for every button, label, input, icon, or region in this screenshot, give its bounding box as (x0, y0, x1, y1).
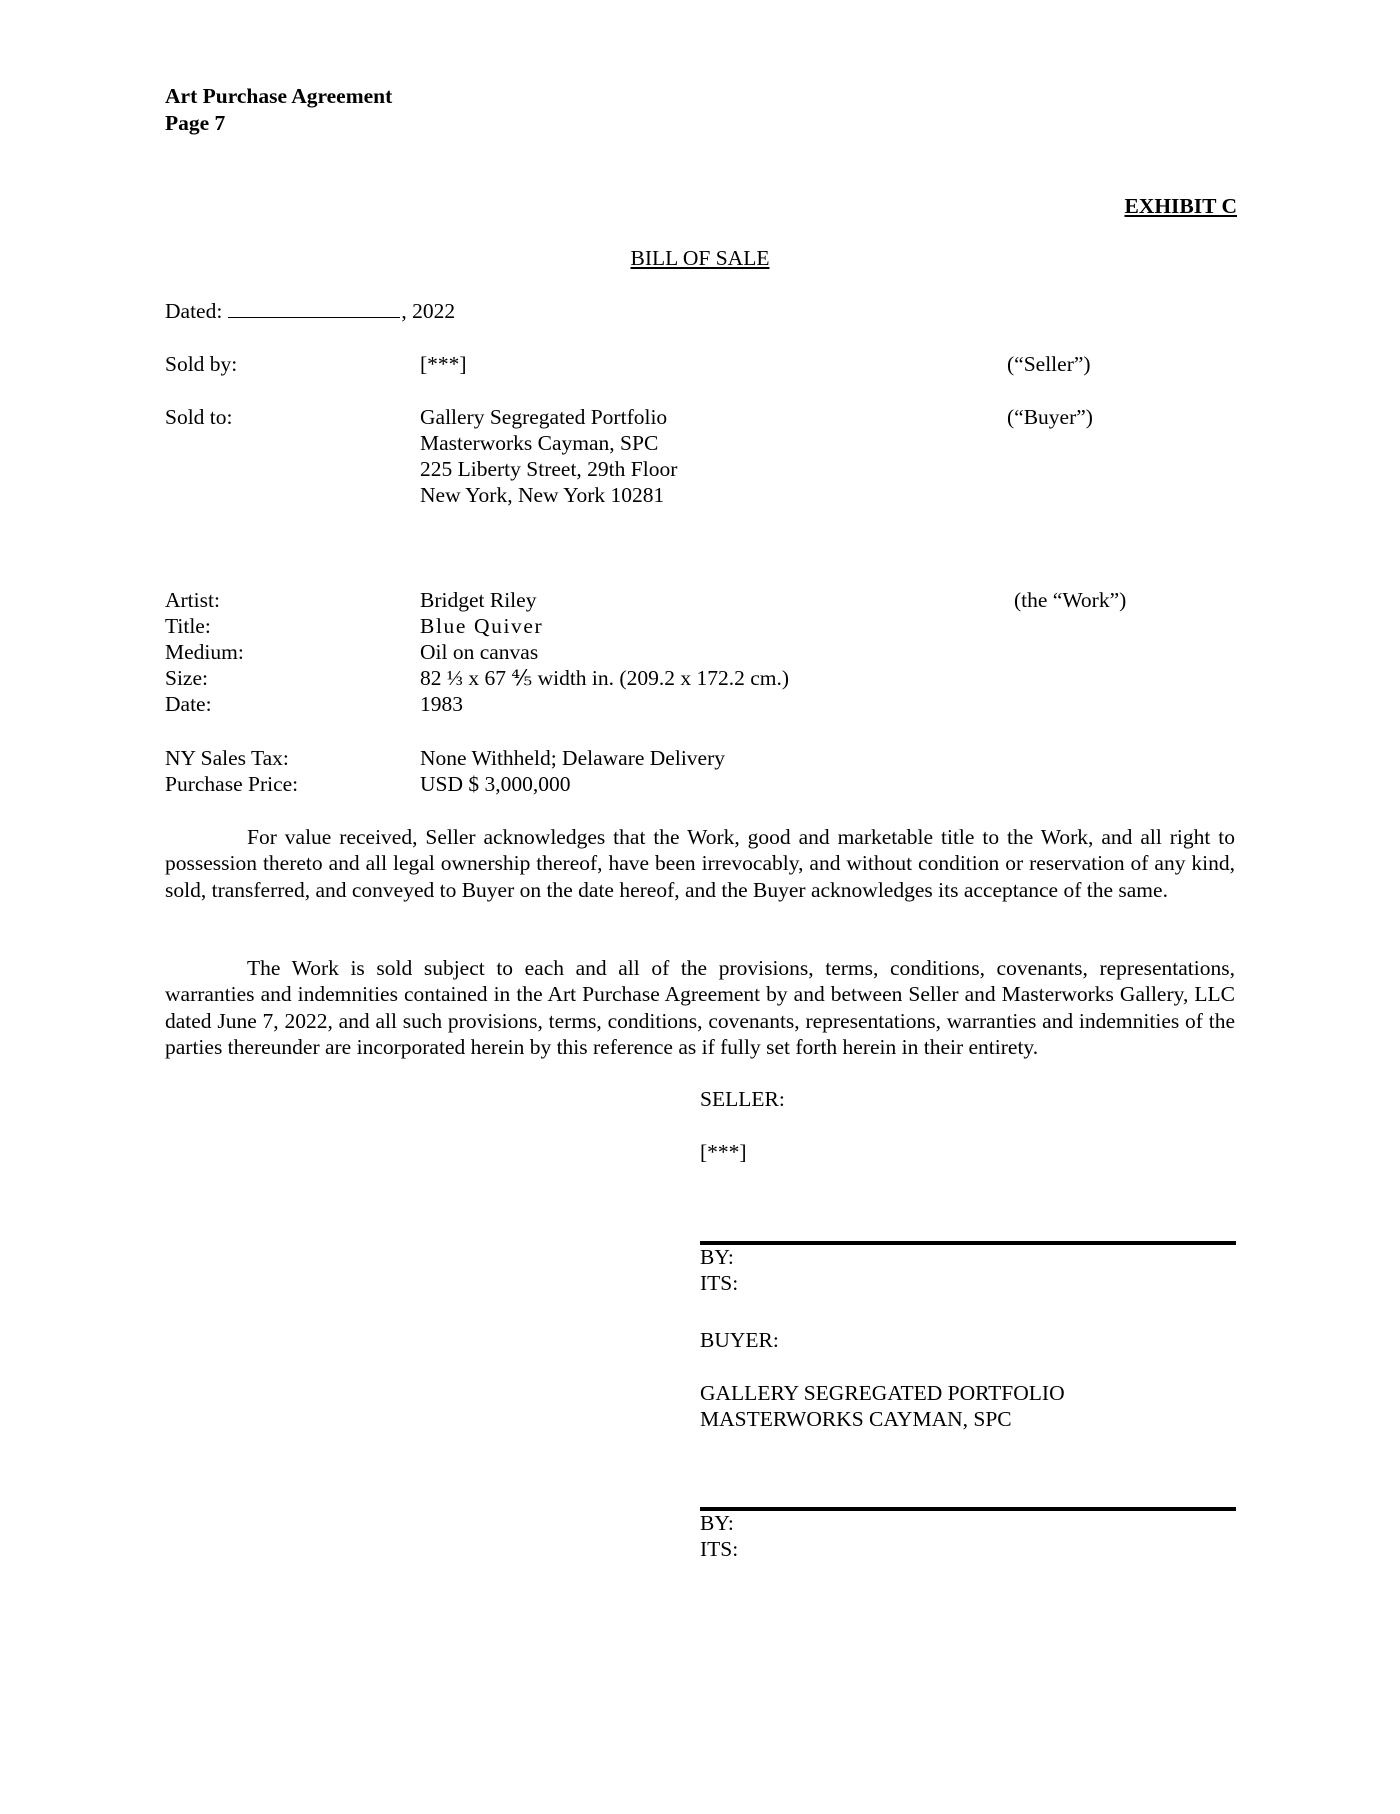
dated-blank (228, 299, 400, 318)
date-label: Date: (165, 692, 212, 716)
seller-its-label: ITS: (700, 1271, 739, 1295)
paragraph-conveyance (165, 824, 1235, 903)
sold-by-value: [***] (420, 352, 467, 376)
seller-role: (“Seller”) (1007, 352, 1091, 376)
title-label: Title: (165, 614, 211, 638)
header-page-number: Page 7 (165, 111, 226, 135)
purchase-price-label: Purchase Price: (165, 772, 299, 796)
paragraph-conveyance-text: For value received, Seller acknowledges that the Work, good and marketable title to the Work, and all right to possession thereto and all legal ownership thereof, have been irrevocably, and without condition or reservation of any kind, sold, transferred, and conveyed to Buyer on the date hereof, and the Buyer acknowledges its acceptance of the same. (165, 825, 1235, 902)
paragraph-subject-to (165, 955, 1235, 1061)
buyer-name-line: GALLERY SEGREGATED PORTFOLIO (700, 1381, 1065, 1405)
artist-value: Bridget Riley (420, 588, 537, 612)
sold-by-label: Sold by: (165, 352, 238, 376)
dated-label: Dated: (165, 299, 223, 323)
title-value: Blue Quiver (420, 614, 544, 638)
sold-to-label: Sold to: (165, 405, 233, 429)
medium-value: Oil on canvas (420, 640, 539, 664)
date-value: 1983 (420, 692, 463, 716)
sold-to-line: Masterworks Cayman, SPC (420, 431, 659, 455)
work-values (420, 587, 789, 717)
buyer-name-line: MASTERWORKS CAYMAN, SPC (700, 1407, 1012, 1431)
work-role: (the “Work”) (1014, 588, 1127, 612)
sold-to-line: Gallery Segregated Portfolio (420, 405, 668, 429)
dated-year: , 2022 (401, 299, 456, 323)
size-label: Size: (165, 666, 208, 690)
sales-tax-value: None Withheld; Delaware Delivery (420, 746, 725, 770)
buyer-its-label: ITS: (700, 1537, 739, 1561)
terms-values (420, 745, 725, 797)
buyer-name (700, 1380, 1065, 1432)
seller-heading: SELLER: (700, 1087, 785, 1111)
work-labels (165, 587, 244, 717)
medium-label: Medium: (165, 640, 244, 664)
dated-line (165, 298, 455, 324)
artist-label: Artist: (165, 588, 220, 612)
buyer-by-its (700, 1510, 738, 1562)
sold-to-line: 225 Liberty Street, 29th Floor (420, 457, 678, 481)
seller-by-label: BY: (700, 1245, 734, 1269)
seller-by-its (700, 1244, 738, 1296)
paragraph-subject-to-text: The Work is sold subject to each and all of the provisions, terms, conditions, covenants, representations, warranties and indemnities contained in the Art Purchase Agreement by and between Seller and Masterworks Gallery, LLC dated June 7, 2022, and all such provisions, terms, conditions, covenants, representations, warranties and indemnities of the parties thereunder are incorporated herein by this reference as if fully set forth herein in their entirety. (165, 956, 1235, 1060)
header-title: Art Purchase Agreement (165, 84, 393, 108)
buyer-heading: BUYER: (700, 1328, 779, 1352)
document-title: BILL OF SALE (630, 246, 770, 270)
terms-labels (165, 745, 298, 797)
sold-to-address (420, 404, 677, 508)
size-value: 82 ⅓ x 67 ⅘ width in. (209.2 x 172.2 cm.) (420, 666, 789, 690)
buyer-by-label: BY: (700, 1511, 734, 1535)
buyer-signature-line (700, 1507, 1236, 1511)
exhibit-label: EXHIBIT C (1124, 194, 1237, 218)
seller-name: [***] (700, 1140, 747, 1164)
seller-signature-line (700, 1241, 1236, 1245)
purchase-price-value: USD $ 3,000,000 (420, 772, 571, 796)
sold-to-line: New York, New York 10281 (420, 483, 665, 507)
sales-tax-label: NY Sales Tax: (165, 746, 289, 770)
buyer-role: (“Buyer”) (1007, 405, 1093, 429)
